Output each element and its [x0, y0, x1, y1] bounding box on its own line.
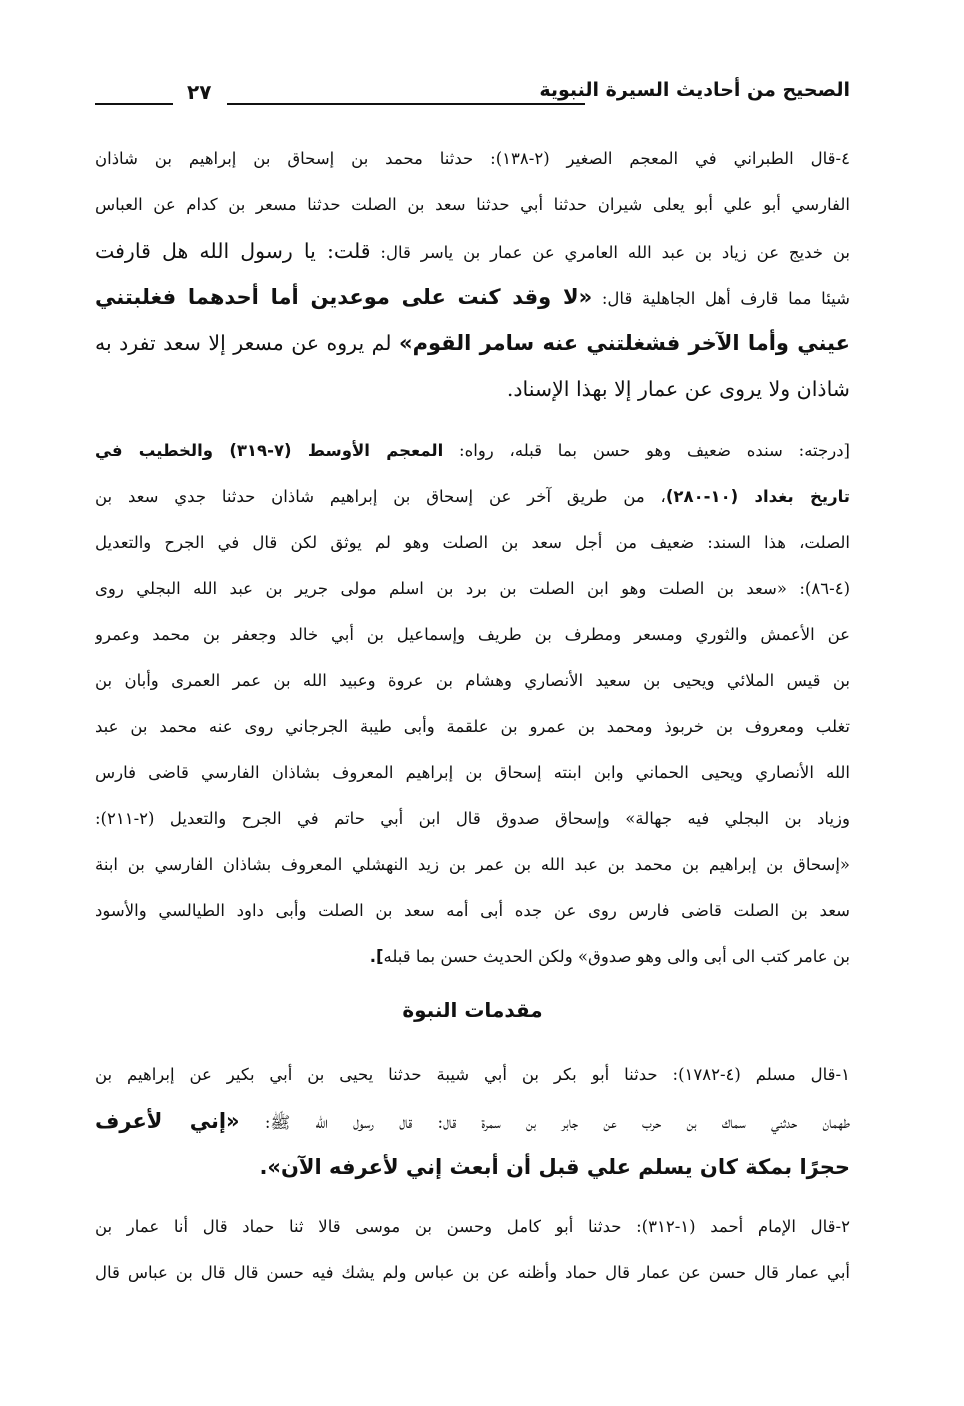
- text-line: [95, 320, 850, 366]
- question-text: قلت: يا رسول الله هل قارفت: [95, 239, 371, 263]
- text-line: بن قيس الملائي ويحيى بن سعيد الأنصاري وهشام بن عروة وعبيد الله بن عمر العمرى وأبان بن: [95, 671, 850, 690]
- source-reference: تاريخ بغداد (١٠-٢٨٠): [665, 487, 850, 506]
- hadith-2-paragraph: [95, 1204, 850, 1296]
- text-line: أبي عمار قال حسن عن عمار قال حماد وأظنه عن بن عباس ولم يشك فيه حسن قال قال بن عباس قال: [95, 1263, 850, 1282]
- section-heading: مقدمات النبوة: [402, 998, 543, 1022]
- narration-text: بن خديج عن زياد بن عبد الله العامري عن عمار بن ياسر قال:: [370, 243, 850, 262]
- prophetic-quote: «لا وقد كنت على موعدين أما أحدهما فغلبتني: [95, 285, 593, 309]
- page-number: ٢٧: [187, 80, 212, 104]
- text-line: عن الأعمش والثوري ومسعر ومطرف بن طريف وإسماعيل بن أبي خالد وجعفر بن محمد وعمرو: [95, 625, 850, 644]
- hadith-1-paragraph: [95, 1052, 850, 1190]
- prophetic-quote: «إني لأعرف: [95, 1109, 240, 1133]
- narration-text: طهمان حدثني سماك بن حرب عن جابر بن سمرة قال: قال رسول الله ﷺ:: [239, 1113, 850, 1132]
- grading-paragraph: [95, 428, 850, 980]
- narration-text: لم يروه عن مسعر إلا سعد تفرد به: [95, 331, 399, 355]
- text-line: [95, 228, 850, 274]
- text-line: ٢-قال الإمام أحمد (١-٣١٢): حدثنا أبو كامل وحسن بن موسى قالا ثنا حماد قال أنا عمار بن: [95, 1217, 850, 1236]
- hadith-4-paragraph: [95, 136, 850, 412]
- text-line: [95, 1098, 850, 1144]
- text-line: ٤-قال الطبراني في المعجم الصغير (٢-١٣٨): حدثنا محمد بن إسحاق بن إبراهيم بن شاذان: [95, 149, 850, 168]
- text-line: [95, 474, 850, 520]
- prophetic-quote: عيني وأما الآخر فشغلتني عنه سامر القوم»: [399, 331, 850, 355]
- running-head: [95, 76, 850, 116]
- book-title: الصحيح من أحاديث السيرة النبوية: [539, 79, 850, 101]
- prophetic-quote: حجرًا بمكة كان يسلم علي قبل أن أبعث إني لأعرفه الآن».: [259, 1155, 850, 1179]
- grading-text: ، من طريق آخر عن إسحاق بن إبراهيم شاذان حدثنا جدي سعد بن: [95, 487, 666, 506]
- closing-bracket: ].: [369, 947, 384, 966]
- text-line: الله الأنصاري ويحيى الحماني وابن ابنته إسحاق بن إبراهيم المعروف بشاذان الفارسي قاضى فارس: [95, 763, 850, 782]
- text-line: [95, 934, 850, 980]
- text-line: شاذان ولا يروى عن عمار إلا بهذا الإسناد.: [506, 377, 850, 401]
- text-line: الفارسي أبو علي أبو يعلى شيران حدثنا أبي حدثنا سعد بن الصلت حدثنا مسعر بن كدام عن العباس: [95, 195, 850, 214]
- text-line: [95, 274, 850, 320]
- text-line: (٤-٨٦): «سعد بن الصلت وهو ابن الصلت بن برد بن اسلم مولى جرير بن عبد الله البجلي روى: [95, 579, 850, 598]
- text-line: تغلب ومعروف بن خربوذ ومحمد بن عمرو بن علقمة وأبى طيبة الجرجاني روى عنه محمد بن عبد: [95, 717, 850, 736]
- text-line: «إسحاق بن إبراهيم بن محمد بن عبد الله بن عمر بن زيد النهشلي المعروف بشاذان الفارسي بن ابنة: [95, 855, 850, 874]
- text-line: ١-قال مسلم (٤-١٧٨٢): حدثنا أبو بكر بن أبي شيبة حدثنا يحيى بن أبي بكير عن إبراهيم بن: [95, 1065, 850, 1084]
- header-rule: [227, 103, 585, 105]
- grading-text: بن عامر كتب الى أبى والى وهو صدوق» ولكن الحديث حسن بما قبله: [383, 947, 850, 966]
- grading-text: [درجته: سنده ضعيف وهو حسن بما قبله، رواه:: [443, 441, 850, 460]
- header-rule-left: [95, 103, 173, 105]
- source-reference: المعجم الأوسط (٧-٣١٩) والخطيب في: [95, 441, 444, 460]
- narration-text: شيئا مما قارف أهل الجاهلية قال:: [592, 289, 850, 308]
- text-line: [95, 428, 850, 474]
- text-line: الصلت، هذا السند: ضعيف من أجل سعد بن الصلت وهو لم يوثق لكن قال في الجرح والتعديل: [95, 533, 850, 552]
- text-line: سعد بن الصلت قاضى فارس روى عن جده أبى أمه سعد بن الصلت وأبى داود الطيالسي والأسود: [95, 901, 850, 920]
- text-line: وزياد بن البجلي فيه جهالة» وإسحاق صدوق قال ابن أبي حاتم في الجرح والتعديل (٢-٢١١):: [95, 809, 850, 828]
- text-line: [95, 1144, 850, 1190]
